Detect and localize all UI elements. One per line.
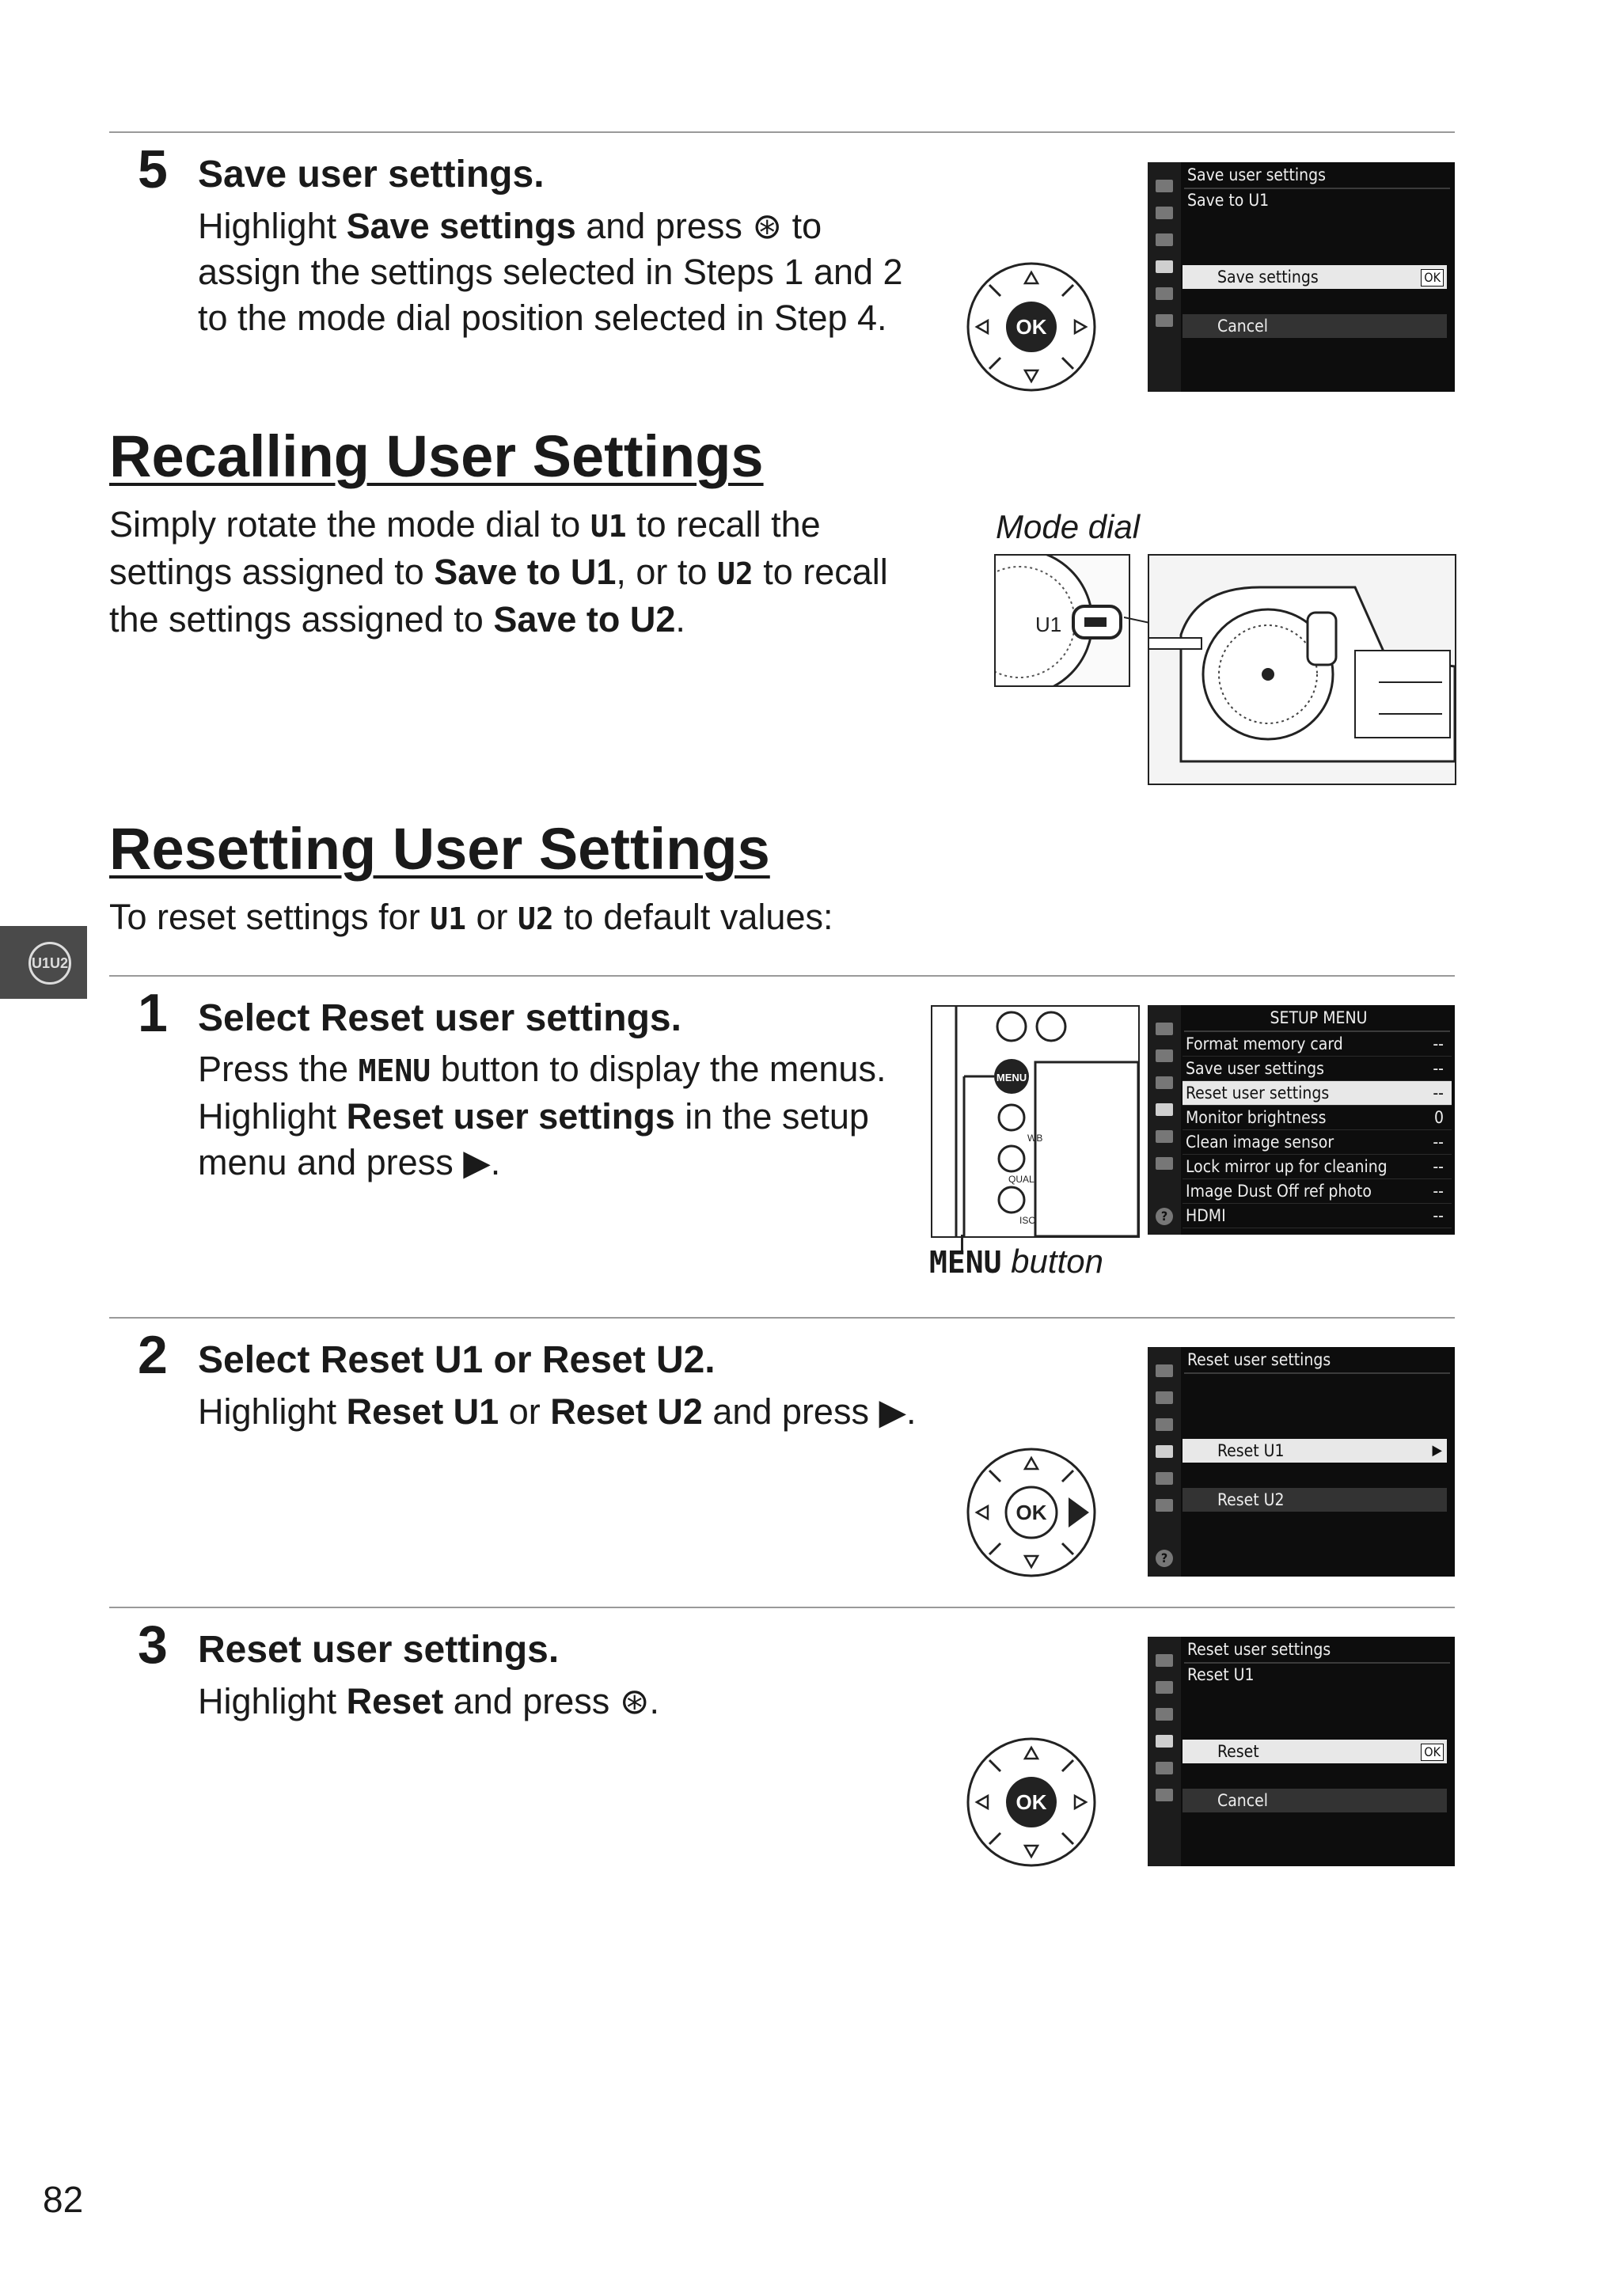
step-title: Reset user settings. — [198, 1629, 560, 1671]
my-menu-icon — [1156, 314, 1173, 327]
pencil-icon — [1156, 233, 1173, 246]
screen-subheader: Reset U1 — [1187, 1665, 1255, 1684]
item-label: Cancel — [1217, 317, 1269, 336]
menu-label: MENU — [996, 1072, 1027, 1083]
multi-selector-illustration — [964, 1735, 1099, 1869]
my-menu-icon — [1156, 1499, 1173, 1512]
menu-row: Clean image sensor -- — [1183, 1130, 1452, 1155]
page-number: 82 — [43, 2179, 84, 2220]
screen-header: SETUP MENU — [1184, 1005, 1450, 1032]
section-heading: Recalling User Settings — [109, 423, 764, 489]
text: assign the settings selected in Steps 1 and 2 — [198, 252, 903, 292]
playback-icon — [1156, 1654, 1173, 1667]
camera-screen-reset-confirm — [1148, 1637, 1455, 1866]
menu-row: Save user settings -- — [1183, 1057, 1452, 1081]
retouch-icon — [1156, 1130, 1173, 1143]
step-body: Highlight Reset U1 or Reset U2 and press ▶. — [198, 1391, 917, 1432]
camera-screen-reset-user-settings — [1148, 1347, 1455, 1577]
u1-label: U1 — [590, 509, 627, 544]
camera-icon — [1156, 1391, 1173, 1404]
wrench-icon — [1156, 1103, 1173, 1116]
playback-icon — [1156, 1023, 1173, 1035]
step-number: 2 — [138, 1325, 168, 1385]
menu-row-highlighted: Reset user settings -- — [1183, 1081, 1452, 1106]
screen-subheader: Save to U1 — [1187, 191, 1270, 210]
pencil-icon — [1156, 1708, 1173, 1721]
u2-label: U2 — [716, 556, 754, 591]
text: Highlight — [198, 206, 347, 246]
step-body: Highlight Reset and press ⊛. — [198, 1681, 660, 1721]
text: to — [782, 206, 822, 246]
divider — [109, 1317, 1455, 1319]
step-body — [198, 203, 910, 341]
camera-icon — [1156, 207, 1173, 219]
ok-button-icon: ⊛ — [752, 206, 783, 246]
menu-tab-bar — [1148, 162, 1181, 392]
step-body: Press the MENU button to display the menus. Highlight Reset user settings in the setup menu and press ▶. — [198, 1049, 886, 1182]
wb-label: WB — [1027, 1133, 1043, 1144]
mode-dial-closeup — [994, 554, 1130, 687]
screen-header: Save user settings — [1184, 162, 1450, 189]
arrow-right-icon: ▶ — [1432, 1442, 1442, 1459]
retouch-icon — [1156, 1762, 1173, 1774]
menu-item-save-settings — [1183, 265, 1447, 289]
multi-selector-illustration — [964, 260, 1099, 394]
qual-label: QUAL — [1008, 1174, 1034, 1185]
text: to the mode dial position selected in Step 4. — [198, 298, 887, 338]
camera-top-illustration — [1148, 554, 1456, 785]
camera-icon — [1156, 1049, 1173, 1062]
chapter-tab — [0, 926, 87, 999]
divider — [109, 1607, 1455, 1608]
retouch-icon — [1156, 287, 1173, 300]
screen-header: Reset user settings — [1184, 1637, 1450, 1664]
step-title: Save user settings. — [198, 154, 545, 195]
step-title: Select Reset U1 or Reset U2. — [198, 1339, 716, 1381]
menu-row: Image Dust Off ref photo -- — [1183, 1179, 1452, 1204]
pencil-icon — [1156, 1076, 1173, 1089]
dial-u1-label: U1 — [1035, 613, 1062, 636]
wrench-icon — [1156, 1445, 1173, 1458]
menu-row: Format memory card -- — [1183, 1032, 1452, 1057]
camera-screen-save-user-settings — [1148, 162, 1455, 392]
menu-item-cancel: Cancel — [1183, 1789, 1447, 1812]
camera-screen-setup-menu — [1148, 1005, 1455, 1235]
multi-selector-illustration — [964, 1445, 1099, 1580]
menu-tab-bar — [1148, 1637, 1181, 1866]
iso-label: ISO — [1019, 1215, 1036, 1226]
ok-badge: OK — [1421, 1744, 1444, 1761]
u1-label: U1 — [430, 901, 466, 936]
menu-tab-bar — [1148, 1347, 1181, 1577]
step-number: 1 — [138, 983, 168, 1043]
user-settings-icon: U1U2 — [28, 942, 71, 985]
menu-row: Monitor brightness 0 — [1183, 1106, 1452, 1130]
wrench-icon — [1156, 1735, 1173, 1748]
menu-row: Lock mirror up for cleaning -- — [1183, 1155, 1452, 1179]
screen-header: Reset user settings — [1184, 1347, 1450, 1374]
menu-item-reset-u1: Reset U1 ▶ — [1183, 1439, 1447, 1463]
step-number: 3 — [138, 1615, 168, 1675]
help-icon: ? — [1156, 1550, 1173, 1567]
menu-tab-bar — [1148, 1005, 1181, 1235]
help-icon: ? — [1156, 1208, 1173, 1225]
divider — [109, 131, 1455, 133]
menu-item-reset: Reset OK — [1183, 1740, 1447, 1763]
menu-item-reset-u2: Reset U2 — [1183, 1488, 1447, 1512]
pencil-icon — [1156, 1418, 1173, 1431]
svg-text:OK: OK — [1015, 1790, 1047, 1814]
text: and press — [575, 206, 753, 246]
menu-item-cancel — [1183, 314, 1447, 338]
bold-term: Save settings — [346, 206, 576, 246]
my-menu-icon — [1156, 1789, 1173, 1801]
step-title: Select Reset user settings. — [198, 997, 681, 1039]
wrench-icon — [1156, 260, 1173, 273]
ok-badge: OK — [1421, 269, 1444, 287]
figure-caption: MENU button — [929, 1243, 1103, 1280]
section-heading: Resetting User Settings — [109, 816, 770, 882]
my-menu-icon — [1156, 1157, 1173, 1170]
playback-icon — [1156, 180, 1173, 192]
menu-button-label: MENU — [358, 1053, 431, 1088]
retouch-icon — [1156, 1472, 1173, 1485]
ok-button-icon: ⊛ — [619, 1681, 650, 1721]
svg-text:OK: OK — [1015, 1501, 1047, 1524]
camera-back-illustration — [931, 1005, 1140, 1238]
item-label: Save settings — [1217, 268, 1319, 287]
playback-icon — [1156, 1364, 1173, 1377]
reset-intro: To reset settings for U1 or U2 to default values: — [109, 897, 833, 937]
menu-row: HDMI -- — [1183, 1204, 1452, 1228]
figure-caption: Mode dial — [996, 508, 1141, 545]
step-number: 5 — [138, 139, 168, 199]
divider — [109, 975, 1455, 977]
svg-text:OK: OK — [1015, 315, 1047, 339]
camera-icon — [1156, 1681, 1173, 1694]
recall-body: Simply rotate the mode dial to U1 to recall the settings assigned to Save to U1, or to U2 to recall the settings assigned to Save to U2. — [109, 504, 888, 639]
u2-label: U2 — [517, 901, 554, 936]
